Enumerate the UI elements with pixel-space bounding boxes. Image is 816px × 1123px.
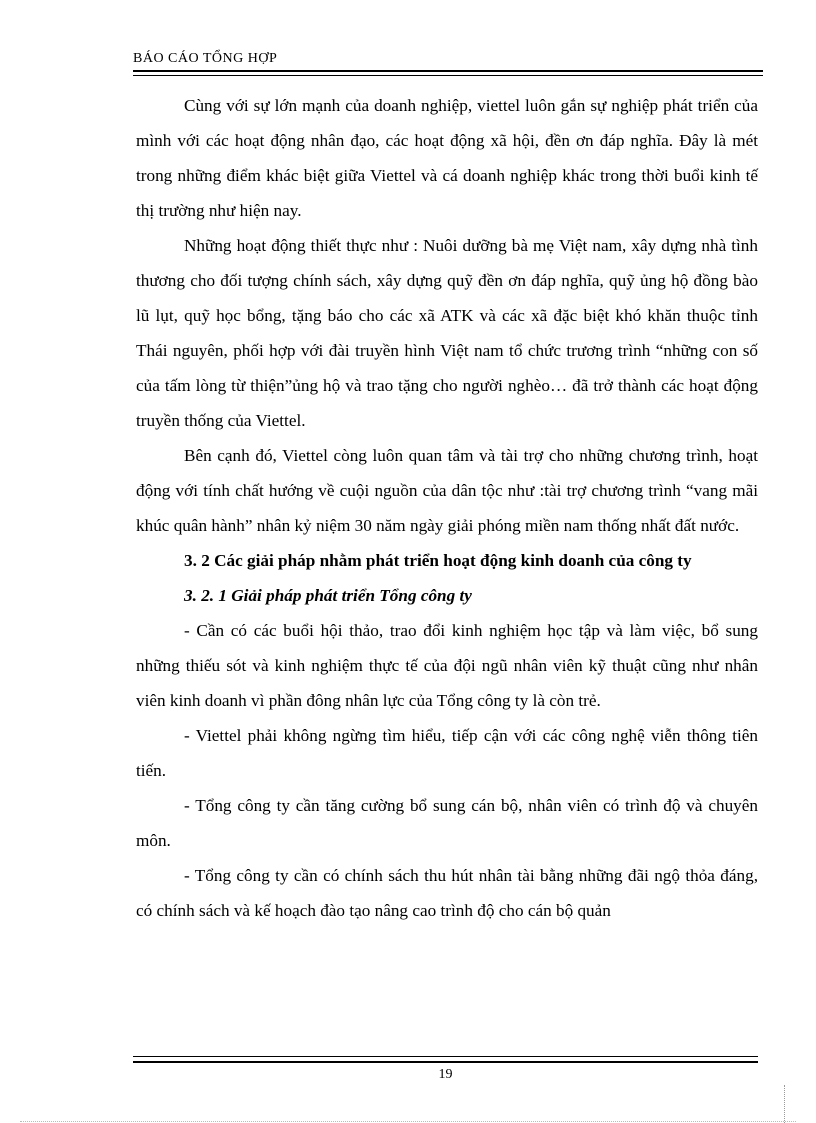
paragraph: - Cần có các buổi hội thảo, trao đổi kinh nghiệm học tập và làm việc, bổ sung những thiếu sót và kinh nghiệm thực tế của đội ngũ nhân viên kỹ thuật cũng như nhân viên kinh doanh vì phần đông nhân lực của Tổng công ty là còn trẻ.: [136, 621, 758, 710]
header-rule: [133, 70, 763, 76]
page-footer: [133, 1054, 758, 1083]
page-edge: [20, 1121, 796, 1122]
paragraph: Những hoạt động thiết thực như : Nuôi dưỡng bà mẹ Việt nam, xây dựng nhà tình thương cho đối tượng chính sách, xây dựng quỹ đền ơn đáp nghĩa, quỹ ủng hộ đồng bào lũ lụt, quỹ học bổng, tặng báo cho các xã ATK và các xã đặc biệt khó khăn thuộc tỉnh Thái nguyên, phối hợp với đài truyền hình Việt nam tổ chức trương trình “những con số của tấm lòng từ thiện”ủng hộ và trao tặng cho người nghèo… đã trở thành các hoạt động truyền thống của Viettel.: [136, 236, 758, 430]
header-title: BÁO CÁO TỔNG HỢP: [133, 51, 278, 66]
paragraph: - Tổng công ty cần tăng cường bổ sung cán bộ, nhân viên có trình độ và chuyên môn.: [136, 796, 758, 850]
paragraph: Bên cạnh đó, Viettel còng luôn quan tâm và tài trợ cho những chương trình, hoạt động với tính chất hướng về cuội nguồn của dân tộc như :tài trợ chương trình “vang mãi khúc quân hành” nhân kỷ niệm 30 năm ngày giải phóng miền nam thống nhất đất nước.: [136, 446, 758, 535]
page-header: [133, 50, 763, 76]
paragraph: Cùng với sự lớn mạnh của doanh nghiệp, viettel luôn gắn sự nghiệp phát triển của mình với các hoạt động nhân đạo, các hoạt động xã hội, đền ơn đáp nghĩa. Đây là mét trong những điểm khác biệt giữa Viettel và cá doanh nghiệp khác trong thời buổi kinh tế thị trường như hiện nay.: [136, 96, 758, 220]
subsection-heading: 3. 2. 1 Giải pháp phát triển Tổng công ty: [184, 586, 472, 605]
paragraph: - Tổng công ty cần có chính sách thu hút nhân tài bằng những đãi ngộ thỏa đáng, có chính sách và kế hoạch đào tạo nâng cao trình độ cho cán bộ quản: [136, 866, 758, 920]
section-heading: 3. 2 Các giải pháp nhằm phát triển hoạt động kinh doanh của công ty: [184, 551, 692, 570]
page-number: 19: [438, 1067, 453, 1082]
margin-guide: [784, 1085, 785, 1123]
page-body: [136, 88, 758, 928]
paragraph: - Viettel phải không ngừng tìm hiểu, tiếp cận với các công nghệ viễn thông tiên tiến.: [136, 726, 758, 780]
footer-rule: [133, 1056, 758, 1063]
